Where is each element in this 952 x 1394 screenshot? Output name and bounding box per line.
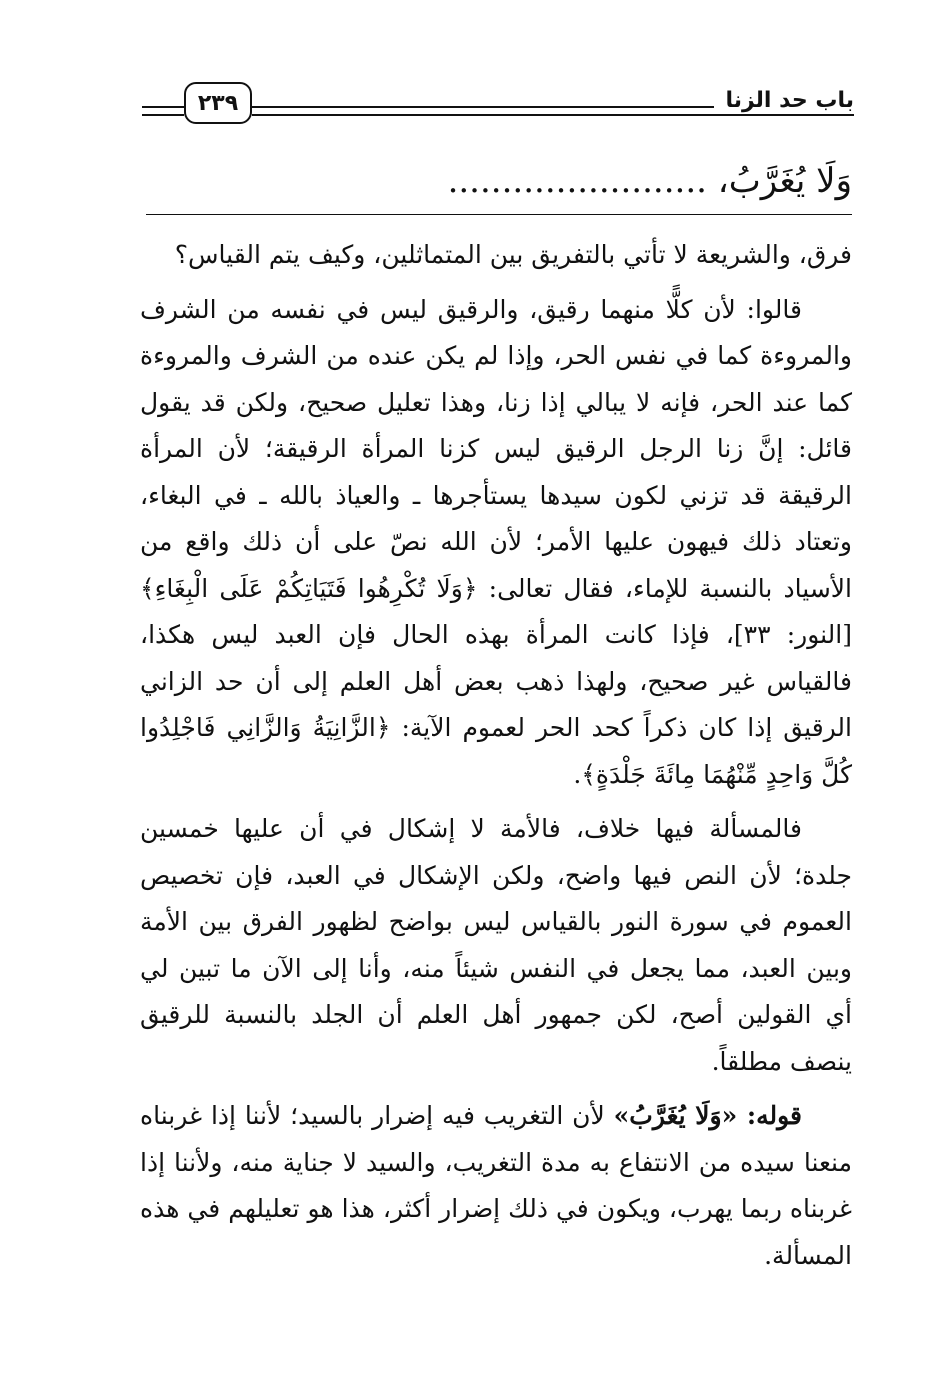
page-number: ٢٣٩: [197, 90, 239, 116]
header-rule-top: [252, 106, 714, 108]
paragraph-4: [140, 1093, 852, 1279]
page-number-box: [184, 82, 252, 124]
paragraph-4-lead: قوله: «وَلَا يُغَرَّبُ»: [613, 1101, 803, 1130]
matn-separator: [146, 214, 852, 215]
chapter-title: باب حد الزنا: [725, 88, 854, 113]
paragraph-1: فرق، والشريعة لا تأتي بالتفريق بين المتماثلين، وكيف يتم القياس؟: [174, 240, 852, 269]
commentary-body: [140, 232, 852, 1287]
header-rule-bottom: [252, 114, 854, 116]
paragraph-3: فالمسألة فيها خلاف، فالأمة لا إشكال في أن عليها خمسين جلدة؛ لأن النص فيها واضح، ولكن الإشكال في العبد، فإن تخصيص العموم في سورة النور بالقياس ليس بواضح لظهور الفرق بين الأمة وبين العبد، مما يجعل في النفس شيئاً منه، وأنا إلى الآن ما تبين لي أي القولين أصح، لكن جمهور أهل العلم أن الجلد بالنسبة للرقيق ينصف مطلقاً.: [140, 814, 852, 1076]
page-header: [142, 78, 854, 136]
matn-dots: ........................: [447, 161, 707, 201]
header-rule-left-bottom: [142, 114, 184, 116]
matn-line: [132, 156, 852, 206]
paragraph-2: قالوا: لأن كلًّا منهما رقيق، والرقيق ليس في نفسه من الشرف والمروءة كما في نفس الحر، وإذا لم يكن عنده من الشرف والمروءة كما عند الحر، فإنه لا يبالي إذا زنا، وهذا تعليل صحيح، ولكن قد يقول قائل: إنَّ زنا الرجل الرقيق ليس كزنا المرأة الرقيقة؛ لأن المرأة الرقيقة قد تزني لكون سيدها يستأجرها ـ والعياذ بالله ـ في البغاء، وتعتاد ذلك فيهون عليها الأمر؛ لأن الله نصّ على أن ذلك واقع من الأسياد بالنسبة للإماء، فقال تعالى: ﴿وَلَا تُكْرِهُوا فَتَيَاتِكُمْ عَلَى الْبِغَاءِ﴾ [النور: ٣٣]، فإذا كانت المرأة بهذه الحال فإن العبد ليس هكذا، فالقياس غير صحيح، ولهذا ذهب بعض أهل العلم إلى أن حد الزاني الرقيق إذا كان ذكراً كحد الحر لعموم الآية: ﴿الزَّانِيَةُ وَالزَّانِي فَاجْلِدُوا كُلَّ وَاحِدٍ مِّنْهُمَا مِائَةَ جَلْدَةٍ﴾.: [140, 294, 852, 789]
matn-text: وَلَا يُغَرَّبُ،: [717, 161, 852, 201]
paragraph-4-text: لأن التغريب فيه إضرار بالسيد؛ لأننا إذا غربناه منعنا سيده من الانتفاع به مدة التغريب، والسيد لا جناية منه، ولأننا إذا غربناه ربما يهرب، ويكون في ذلك إضرار أكثر، هذا هو تعليلهم في هذه المسألة.: [140, 1101, 852, 1270]
header-rule-left-top: [142, 106, 184, 108]
